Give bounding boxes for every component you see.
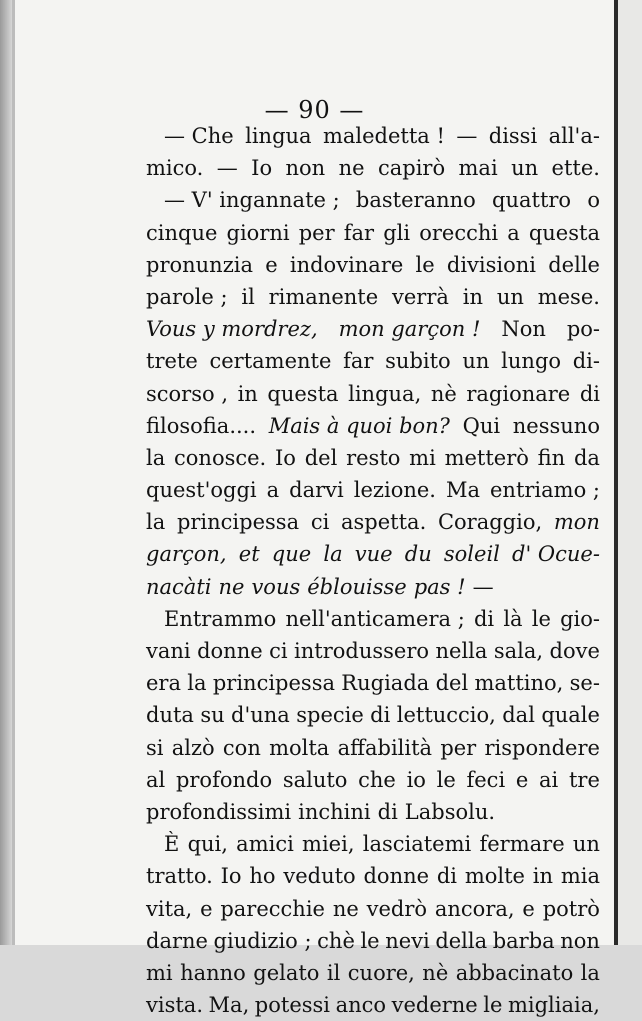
word: ai <box>539 767 559 792</box>
word: entriamo ; <box>490 478 600 503</box>
text-line <box>146 313 600 345</box>
word: il <box>326 960 341 985</box>
word: mon <box>553 510 600 535</box>
word: se- <box>569 671 600 696</box>
word: d' Ocue- <box>512 542 600 567</box>
word: trete <box>146 349 198 374</box>
word: di <box>579 381 600 406</box>
word: questa <box>267 381 339 406</box>
word: — <box>216 156 238 181</box>
word: introdussero <box>294 639 430 663</box>
text-line <box>146 699 600 731</box>
word: potessi <box>254 993 331 1018</box>
word: giudizio ; <box>213 928 312 953</box>
word: le <box>531 606 551 631</box>
text-line <box>146 281 600 313</box>
word: anco <box>335 993 387 1018</box>
word: nessuno <box>512 413 600 438</box>
word: et <box>238 542 260 567</box>
word: gio- <box>560 606 600 631</box>
word: vue <box>354 542 393 567</box>
word: migliaia, <box>507 993 600 1018</box>
word: un <box>462 349 490 374</box>
word: per <box>298 220 335 245</box>
word: della <box>435 928 488 953</box>
text-line <box>146 989 600 1021</box>
word: io <box>406 767 426 792</box>
word: pronunzia <box>146 252 253 277</box>
word: tratto. <box>146 864 213 889</box>
word: o <box>587 188 600 213</box>
word: capirò <box>377 156 446 181</box>
word: per <box>440 735 477 760</box>
word: lungo <box>501 349 562 374</box>
word: parole ; <box>146 284 228 309</box>
word: ette. <box>551 156 600 181</box>
word: far <box>343 349 374 374</box>
text-line <box>146 410 600 442</box>
word: e <box>200 896 213 921</box>
word: le <box>415 252 435 277</box>
word: aspetta. <box>341 510 427 535</box>
word: ne <box>338 156 365 181</box>
word: lingua, <box>348 381 422 406</box>
word: subito <box>385 349 451 374</box>
word: conosce. <box>174 445 267 470</box>
word: profondissimi <box>146 799 292 824</box>
word: chè <box>317 928 355 953</box>
word: dissi <box>488 124 538 148</box>
word: mese. <box>537 284 600 309</box>
word: rimanente <box>268 284 379 309</box>
word: cinque <box>146 220 218 245</box>
word: saluto <box>282 767 348 792</box>
word: su <box>200 703 225 728</box>
word: alzò <box>171 735 215 760</box>
word: si <box>146 735 164 760</box>
word: quest'oggi <box>146 478 257 503</box>
word: vous <box>251 574 301 599</box>
word: in <box>462 284 483 309</box>
word: quale <box>541 703 600 728</box>
word: duta <box>146 703 194 728</box>
word: cuore, <box>347 960 415 985</box>
word: — <box>472 574 494 599</box>
word: la <box>146 445 166 470</box>
word: a <box>507 220 520 245</box>
text-line <box>146 860 600 892</box>
word: d'una <box>231 703 290 728</box>
word: principessa <box>176 510 300 535</box>
scan-right-margin <box>618 0 642 945</box>
word: gelato <box>253 960 320 985</box>
word: al <box>146 767 166 792</box>
word: molta <box>269 735 330 760</box>
word: barba <box>492 928 555 953</box>
word: sala, <box>493 639 544 663</box>
word: ci <box>269 639 288 663</box>
word: mai <box>458 156 498 181</box>
word: pas ! <box>413 574 466 599</box>
word: scorso , <box>146 381 228 406</box>
word: le <box>483 993 503 1018</box>
word: in <box>532 864 554 889</box>
word: la <box>323 542 343 567</box>
word: di <box>370 703 391 728</box>
word: Non <box>501 317 546 342</box>
word: del <box>304 445 338 470</box>
word: di <box>377 799 398 824</box>
word: molte <box>464 864 525 889</box>
word: e <box>515 767 529 792</box>
word: Ma <box>445 478 480 503</box>
word: nè <box>422 960 449 985</box>
word: garçon, <box>146 542 227 567</box>
text-line <box>146 571 600 603</box>
word: ci <box>310 510 330 535</box>
word: mon garçon ! <box>338 317 481 342</box>
text-line <box>146 796 600 828</box>
word: donne <box>197 639 263 663</box>
word: mia <box>560 864 600 889</box>
word: del <box>435 671 469 696</box>
word: — <box>456 124 478 148</box>
word: vani <box>146 639 191 663</box>
word: principessa <box>212 671 335 696</box>
text-line <box>146 442 600 474</box>
word: non <box>560 928 600 953</box>
word: È <box>164 832 180 857</box>
word: Coraggio, <box>437 510 543 535</box>
word: Qui <box>462 413 501 438</box>
word: di <box>473 606 495 631</box>
word: là <box>503 606 523 631</box>
word: nella <box>435 639 488 663</box>
word: mi <box>146 960 173 985</box>
word: gli <box>383 220 411 245</box>
word: ancora, <box>434 896 515 921</box>
word: la <box>187 671 207 696</box>
word: orecchi <box>419 220 499 245</box>
word: fin <box>537 445 566 470</box>
word: delle <box>548 252 600 277</box>
word: basteranno <box>355 188 476 213</box>
text-line <box>146 217 600 249</box>
word: specie <box>296 703 364 728</box>
word: mattino, <box>474 671 564 696</box>
word: nevi <box>385 928 430 953</box>
word: nacàti <box>146 574 212 599</box>
word: affabilità <box>337 735 433 760</box>
word: abbacinato <box>455 960 574 985</box>
text-line <box>146 893 600 925</box>
word: nell'anticamera ; <box>285 606 465 631</box>
word: indovinare <box>289 252 404 277</box>
word: ho <box>249 864 276 889</box>
text-line <box>146 828 600 860</box>
word: Labsolu. <box>404 799 496 824</box>
word: Io <box>220 864 242 889</box>
word: un <box>572 832 600 857</box>
word: feci <box>466 767 506 792</box>
word: nè <box>430 381 457 406</box>
word: in <box>237 381 258 406</box>
word: di- <box>572 349 600 374</box>
word: le <box>436 767 456 792</box>
word: un <box>496 284 524 309</box>
word: Io <box>275 445 296 470</box>
word: lezione. <box>353 478 436 503</box>
word: filosofia.... <box>146 413 257 438</box>
word: Mais à quoi bon? <box>268 413 450 438</box>
text-line <box>146 120 600 152</box>
word: e <box>265 252 278 277</box>
text-line <box>146 506 600 538</box>
word: inchini <box>298 799 371 824</box>
word: du <box>404 542 432 567</box>
word: le <box>360 928 380 953</box>
text-line <box>146 732 600 764</box>
word: e <box>522 896 535 921</box>
text-line <box>146 925 600 957</box>
word: profondo <box>175 767 273 792</box>
page-number: — 90 — <box>264 96 365 124</box>
word: veduto <box>283 864 356 889</box>
text-line <box>146 249 600 281</box>
word: di <box>436 864 458 889</box>
word: all'a- <box>548 124 600 148</box>
word: darvi <box>289 478 344 503</box>
word: lettuccio, <box>396 703 496 728</box>
word: éblouisse <box>307 574 407 599</box>
word: dove <box>549 639 600 663</box>
word: la <box>580 960 600 985</box>
word: vita, <box>146 896 193 921</box>
word: miei, <box>302 832 355 857</box>
text-line <box>146 184 600 216</box>
word: mico. <box>146 156 204 181</box>
body-text <box>146 120 600 1021</box>
word: resto <box>346 445 401 470</box>
text-line <box>146 152 600 184</box>
word: verrà <box>392 284 449 309</box>
word: vederne <box>391 993 478 1018</box>
text-line <box>146 635 600 667</box>
word: a <box>266 478 280 503</box>
word: lasciatemi <box>362 832 472 857</box>
word: Vous y mordrez, <box>146 317 318 342</box>
word: ragionare <box>466 381 571 406</box>
word: ne <box>332 896 359 921</box>
word: Io <box>251 156 273 181</box>
word: parecchie <box>220 896 325 921</box>
word: potrò <box>542 896 600 921</box>
word: dal <box>502 703 535 728</box>
word: soleil <box>443 542 500 567</box>
word: metterò <box>444 445 529 470</box>
text-line <box>146 378 600 410</box>
text-line <box>146 474 600 506</box>
word: fermare <box>479 832 565 857</box>
word: questa <box>528 220 600 245</box>
text-line <box>146 764 600 796</box>
word: che <box>358 767 396 792</box>
word: ne <box>218 574 245 599</box>
text-line <box>146 538 600 570</box>
word: — Che <box>164 124 234 148</box>
word: far <box>343 220 375 245</box>
word: era <box>146 671 181 696</box>
word: Entrammo <box>164 606 277 631</box>
word: non <box>285 156 326 181</box>
text-line <box>146 957 600 989</box>
word: po- <box>566 317 600 342</box>
word: Ma, <box>208 993 250 1018</box>
word: la <box>146 510 166 535</box>
word: un <box>511 156 539 181</box>
word: rispondere <box>484 735 600 760</box>
word: vista. <box>146 993 203 1018</box>
word: maledetta ! <box>322 124 445 148</box>
word: vedrò <box>366 896 428 921</box>
word: — V' ingannate ; <box>164 188 340 213</box>
word: hanno <box>180 960 246 985</box>
word: il <box>241 284 255 309</box>
word: con <box>222 735 261 760</box>
word: da <box>573 445 600 470</box>
word: tre <box>568 767 600 792</box>
word: certamente <box>209 349 332 374</box>
word: quattro <box>492 188 572 213</box>
text-line <box>146 603 600 635</box>
word: mi <box>409 445 436 470</box>
word: qui, <box>187 832 228 857</box>
text-line <box>146 345 600 377</box>
text-line <box>146 667 600 699</box>
word: donne <box>363 864 430 889</box>
book-page <box>12 0 618 1018</box>
word: Rugiada <box>341 671 430 696</box>
word: darne <box>146 928 208 953</box>
word: lingua <box>245 124 312 148</box>
word: amici <box>236 832 294 857</box>
book-gutter-shadow <box>0 0 12 945</box>
word: que <box>271 542 312 567</box>
word: divisioni <box>446 252 537 277</box>
word: giorni <box>226 220 290 245</box>
